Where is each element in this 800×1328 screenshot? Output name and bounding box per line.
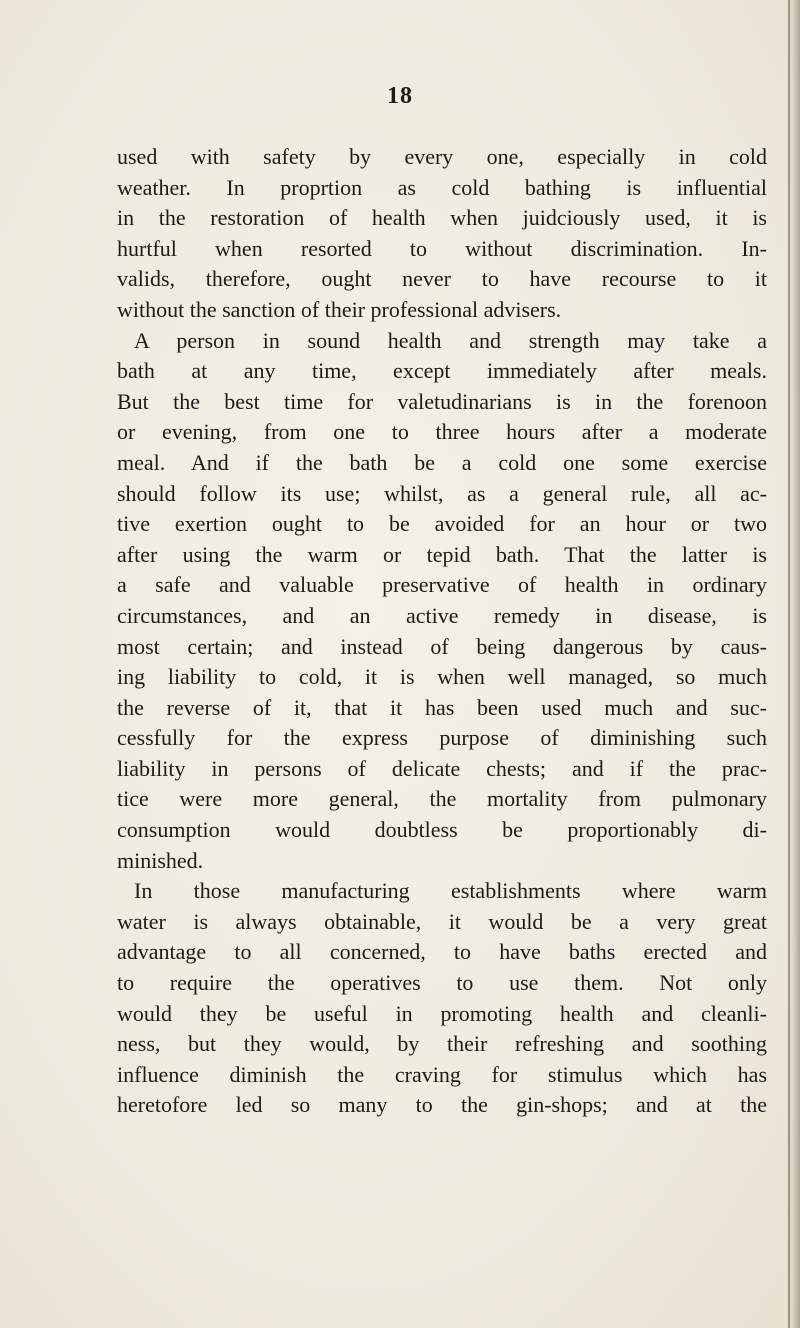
text-line: without the sanction of their professional advisers.	[117, 296, 562, 322]
text-line: or evening, from one to three hours after a moderate	[117, 419, 767, 445]
text-line: valids, therefore, ought never to have recourse to it	[117, 266, 767, 292]
text-line: weather. In proprtion as cold bathing is influential	[117, 174, 767, 200]
page-number: 18	[387, 83, 413, 109]
text-line: minished.	[117, 847, 204, 873]
text-line: But the best time for valetudinarians is in the forenoon	[117, 388, 767, 414]
text-line: tive exertion ought to be avoided for an hour or two	[117, 511, 767, 537]
text-line: advantage to all concerned, to have baths erected and	[117, 939, 767, 965]
text-line: In those manufacturing establishments where warm	[134, 878, 767, 904]
text-line: to require the operatives to use them. Not only	[117, 970, 767, 996]
text-line: the reverse of it, that it has been used much and suc-	[117, 694, 767, 720]
text-line: a safe and valuable preservative of health in ordinary	[117, 572, 767, 598]
text-line: most certain; and instead of being dangerous by caus-	[117, 633, 767, 659]
text-line: ing liability to cold, it is when well managed, so much	[117, 664, 767, 690]
text-line: after using the warm or tepid bath. That the latter is	[117, 541, 767, 567]
text-line: should follow its use; whilst, as a general rule, all ac-	[117, 480, 767, 506]
text-line: used with safety by every one, especially in cold	[117, 144, 767, 169]
text-line: heretofore led so many to the gin-shops; and at the	[117, 1092, 767, 1118]
text-line: in the restoration of health when juidciously used, it is	[117, 205, 767, 231]
text-line: consumption would doubtless be proportionably di-	[117, 817, 767, 843]
body-text	[117, 142, 787, 1121]
text-line: tice were more general, the mortality from pulmonary	[117, 786, 767, 812]
text-line: cessfully for the express purpose of diminishing such	[117, 725, 767, 751]
text-line: would they be useful in promoting health and cleanli-	[117, 1000, 767, 1026]
page-edge-line	[788, 0, 790, 1328]
text-line: liability in persons of delicate chests; and if the prac-	[117, 755, 767, 781]
text-line: meal. And if the bath be a cold one some exercise	[117, 449, 767, 475]
text-line: bath at any time, except immediately after meals.	[117, 358, 767, 384]
text-line: A person in sound health and strength may take a	[134, 327, 767, 353]
text-line: hurtful when resorted to without discrimination. In-	[117, 235, 767, 261]
text-line: water is always obtainable, it would be a very great	[117, 908, 767, 934]
text-line: ness, but they would, by their refreshing and soothing	[117, 1031, 767, 1057]
text-line: influence diminish the craving for stimulus which has	[117, 1061, 767, 1087]
text-line: circumstances, and an active remedy in disease, is	[117, 602, 767, 628]
